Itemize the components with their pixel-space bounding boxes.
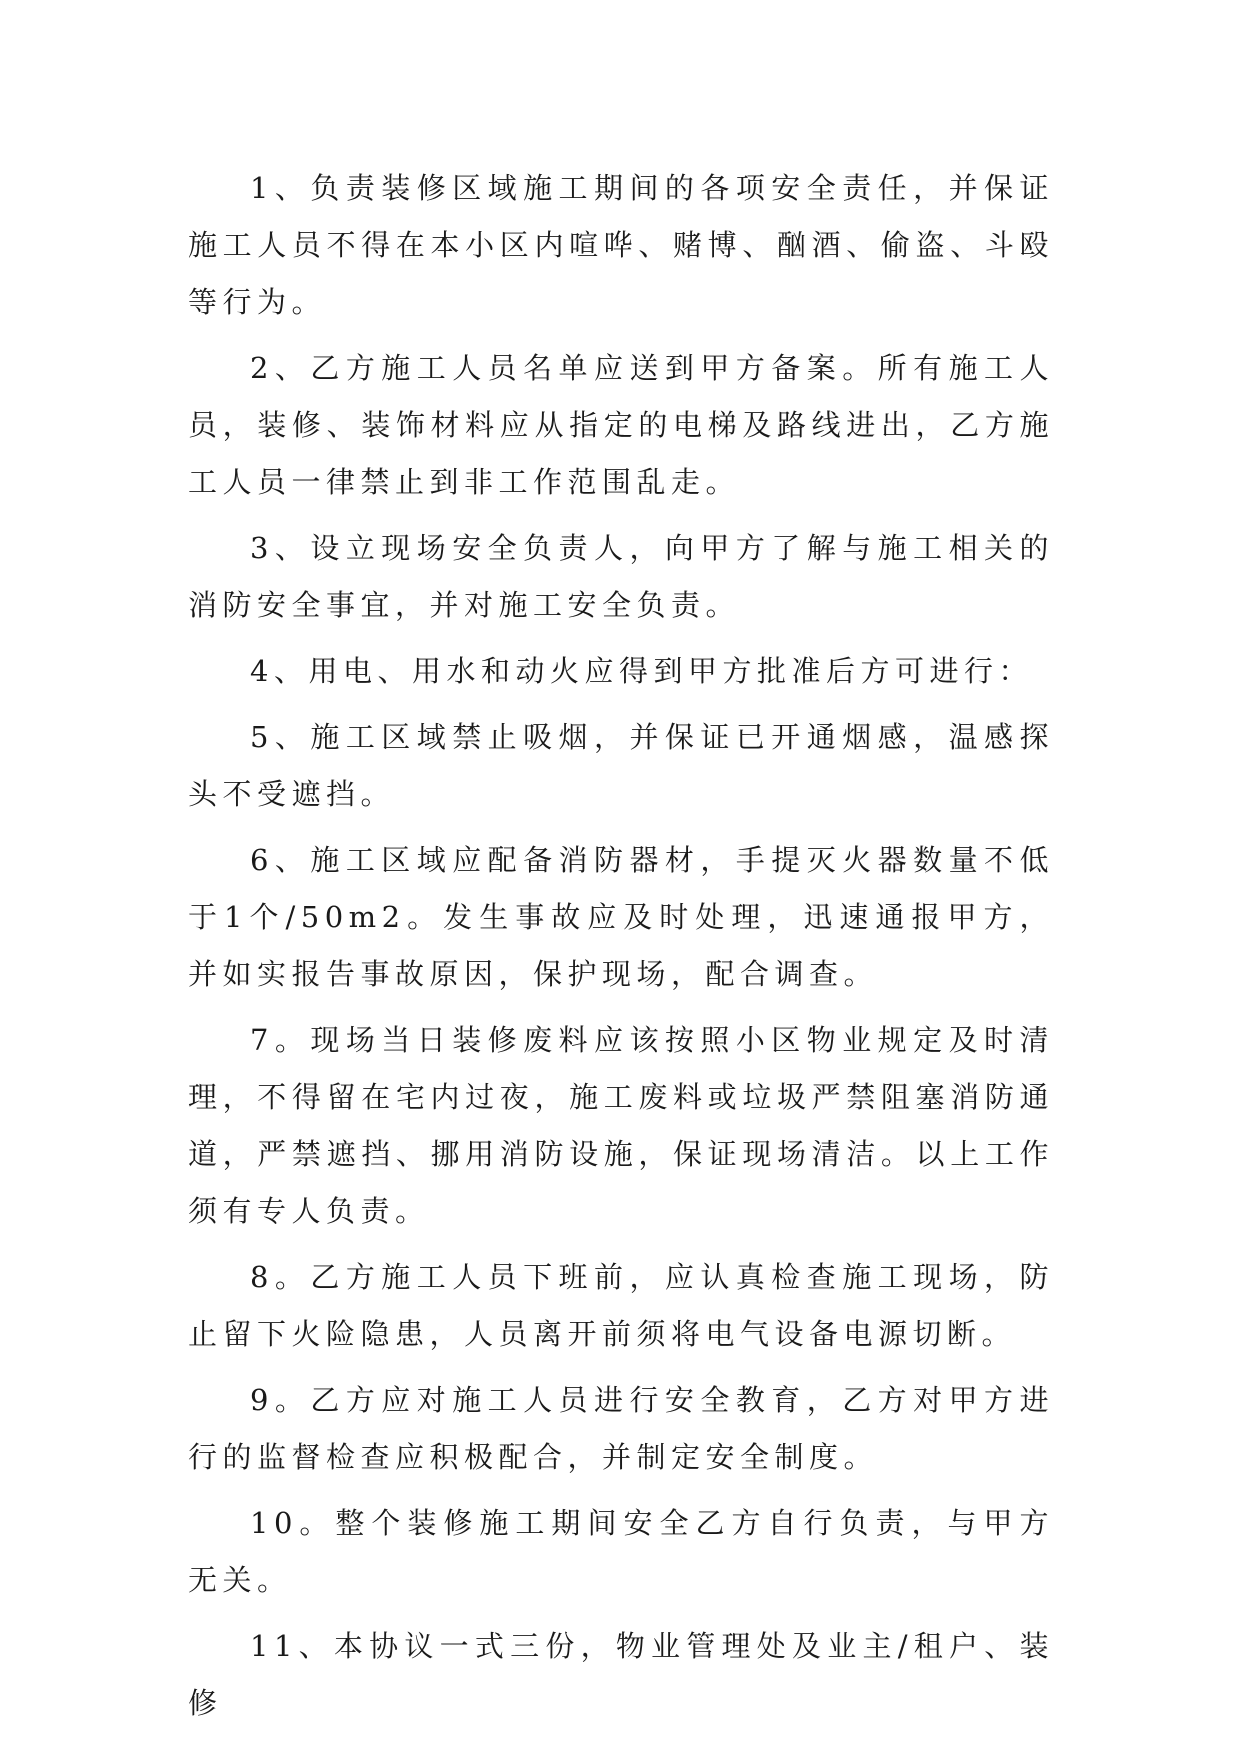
clause-11: 11、本协议一式三份，物业管理处及业主/租户、装修 xyxy=(188,1629,1054,1720)
clause-6: 6、施工区域应配备消防器材，手提灭火器数量不低于1个/50m2。发生事故应及时处理，迅速通报甲方，并如实报告事故原因，保护现场，配合调查。 xyxy=(188,843,1054,991)
clause-1: 1、负责装修区域施工期间的各项安全责任，并保证施工人员不得在本小区内喧哗、赌博、酗酒、偷盗、斗殴等行为。 xyxy=(188,171,1054,319)
clause-4: 4、用电、用水和动火应得到甲方批准后方可进行： xyxy=(250,654,1033,688)
clause-2: 2、乙方施工人员名单应送到甲方备案。所有施工人员，装修、装饰材料应从指定的电梯及路线进出，乙方施工人员一律禁止到非工作范围乱走。 xyxy=(188,351,1054,499)
clause-8: 8。乙方施工人员下班前，应认真检查施工现场，防止留下火险隐患，人员离开前须将电气设备电源切断。 xyxy=(188,1260,1054,1351)
clause-5: 5、施工区域禁止吸烟，并保证已开通烟感，温感探头不受遮挡。 xyxy=(188,720,1054,811)
document-body xyxy=(188,160,1054,1741)
clause-9: 9。乙方应对施工人员进行安全教育，乙方对甲方进行的监督检查应积极配合，并制定安全制度。 xyxy=(188,1383,1054,1474)
clause-7: 7。现场当日装修废料应该按照小区物业规定及时清理，不得留在宅内过夜，施工废料或垃圾严禁阻塞消防通道，严禁遮挡、挪用消防设施，保证现场清洁。以上工作须有专人负责。 xyxy=(188,1023,1054,1228)
clause-10: 10。整个装修施工期间安全乙方自行负责，与甲方无关。 xyxy=(188,1506,1054,1597)
clause-3: 3、设立现场安全负责人，向甲方了解与施工相关的消防安全事宜，并对施工安全负责。 xyxy=(188,531,1054,622)
